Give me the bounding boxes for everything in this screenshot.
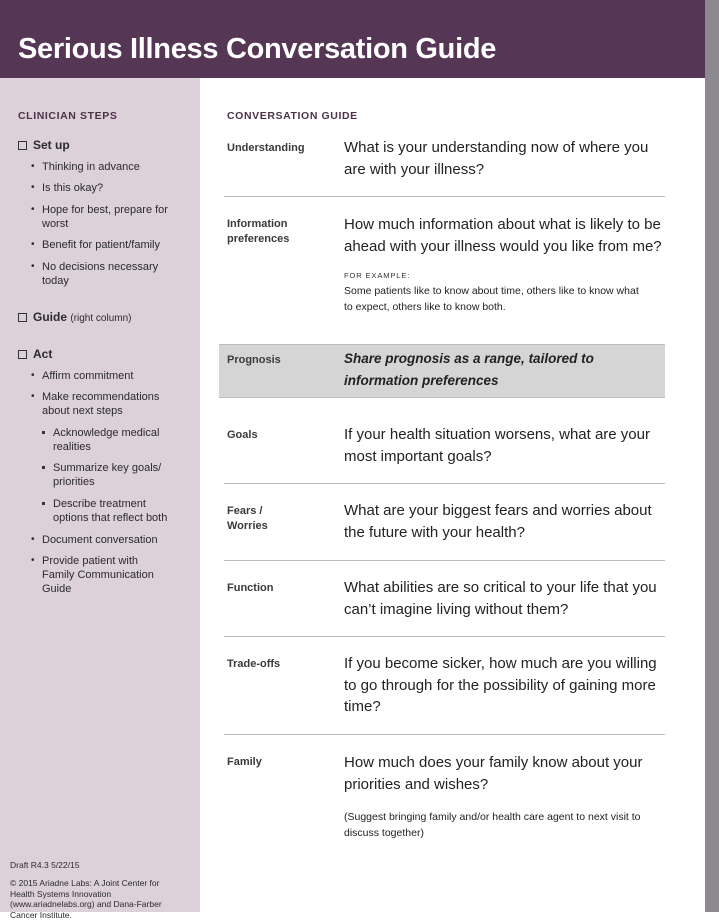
row-question: What are your biggest fears and worries about the future with your health? <box>344 502 652 541</box>
act-item: • Document conversation <box>31 534 158 546</box>
act-checkbox[interactable] <box>18 350 27 359</box>
divider <box>224 636 665 637</box>
act-subitem: Summarize key goals/ priorities <box>53 461 165 489</box>
setup-item: • No decisions necessary today <box>31 261 159 287</box>
row-question: What is your understanding now of where you are with your illness? <box>344 139 649 178</box>
guide-checkbox[interactable] <box>18 313 27 322</box>
guide-title: CONVERSATION GUIDE <box>227 110 358 122</box>
divider <box>219 397 665 398</box>
draft-version: Draft R4.3 5/22/15 <box>10 860 80 870</box>
row-label: Understanding <box>227 142 305 154</box>
setup-item: • Thinking in advance <box>31 161 140 173</box>
step-act: Act <box>18 347 52 361</box>
act-item: • Provide patient with Family Communication Guide <box>31 555 154 595</box>
row-label: Family <box>227 756 262 768</box>
row-label: Trade-offs <box>227 658 281 670</box>
setup-item: • Is this okay? <box>31 182 104 194</box>
divider <box>219 344 665 345</box>
sidebar-clinician-steps <box>0 78 200 920</box>
set-up-checkbox[interactable] <box>18 141 27 150</box>
divider <box>224 483 665 484</box>
act-item: • Make recommendations about next steps <box>31 391 160 417</box>
act-subitem: Describe treatment options that reflect both <box>53 497 178 525</box>
act-item: • Affirm commitment <box>31 370 134 382</box>
act-subitem: Acknowledge medical realities <box>53 426 173 454</box>
example-text: Some patients like to know about time, others like to know what to expect, others like to know both. <box>344 285 639 313</box>
row-question: Share prognosis as a range, tailored to information preferences <box>344 351 594 388</box>
header-banner <box>0 0 705 78</box>
copyright: © 2015 Ariadne Labs: A Joint Center for Health Systems Innovation (www.ariadnelabs.org) and Dana-Farber Cancer Institute. <box>10 878 162 920</box>
row-label: Prognosis <box>227 354 281 366</box>
family-note: (Suggest bringing family and/or health care agent to next visit to discuss together) <box>344 811 641 839</box>
step-guide: Guide (right column) <box>18 310 132 324</box>
page-edge <box>705 0 719 912</box>
divider <box>224 734 665 735</box>
row-question: How much information about what is likely to be ahead with your illness would you like from me? <box>344 216 662 255</box>
row-label: Fears / Worries <box>227 505 268 532</box>
divider <box>224 196 665 197</box>
row-question: How much does your family know about your priorities and wishes? <box>344 754 643 793</box>
sidebar-title: CLINICIAN STEPS <box>18 110 118 122</box>
setup-item: • Benefit for patient/family <box>31 239 161 251</box>
example-label: FOR EXAMPLE: <box>344 271 411 280</box>
row-question: If you become sicker, how much are you willing to go through for the possibility of gaining more time? <box>344 655 657 715</box>
page-title: Serious Illness Conversation Guide <box>18 33 497 65</box>
step-set-up: Set up <box>18 138 70 152</box>
row-question: If your health situation worsens, what are your most important goals? <box>344 426 650 465</box>
row-label: Goals <box>227 429 258 441</box>
row-label: Function <box>227 582 274 594</box>
setup-item: • Hope for best, prepare for worst <box>31 204 168 230</box>
row-label: Information preferences <box>227 218 290 245</box>
row-question: What abilities are so critical to your life that you can’t imagine living without them? <box>344 579 657 618</box>
divider <box>224 560 665 561</box>
